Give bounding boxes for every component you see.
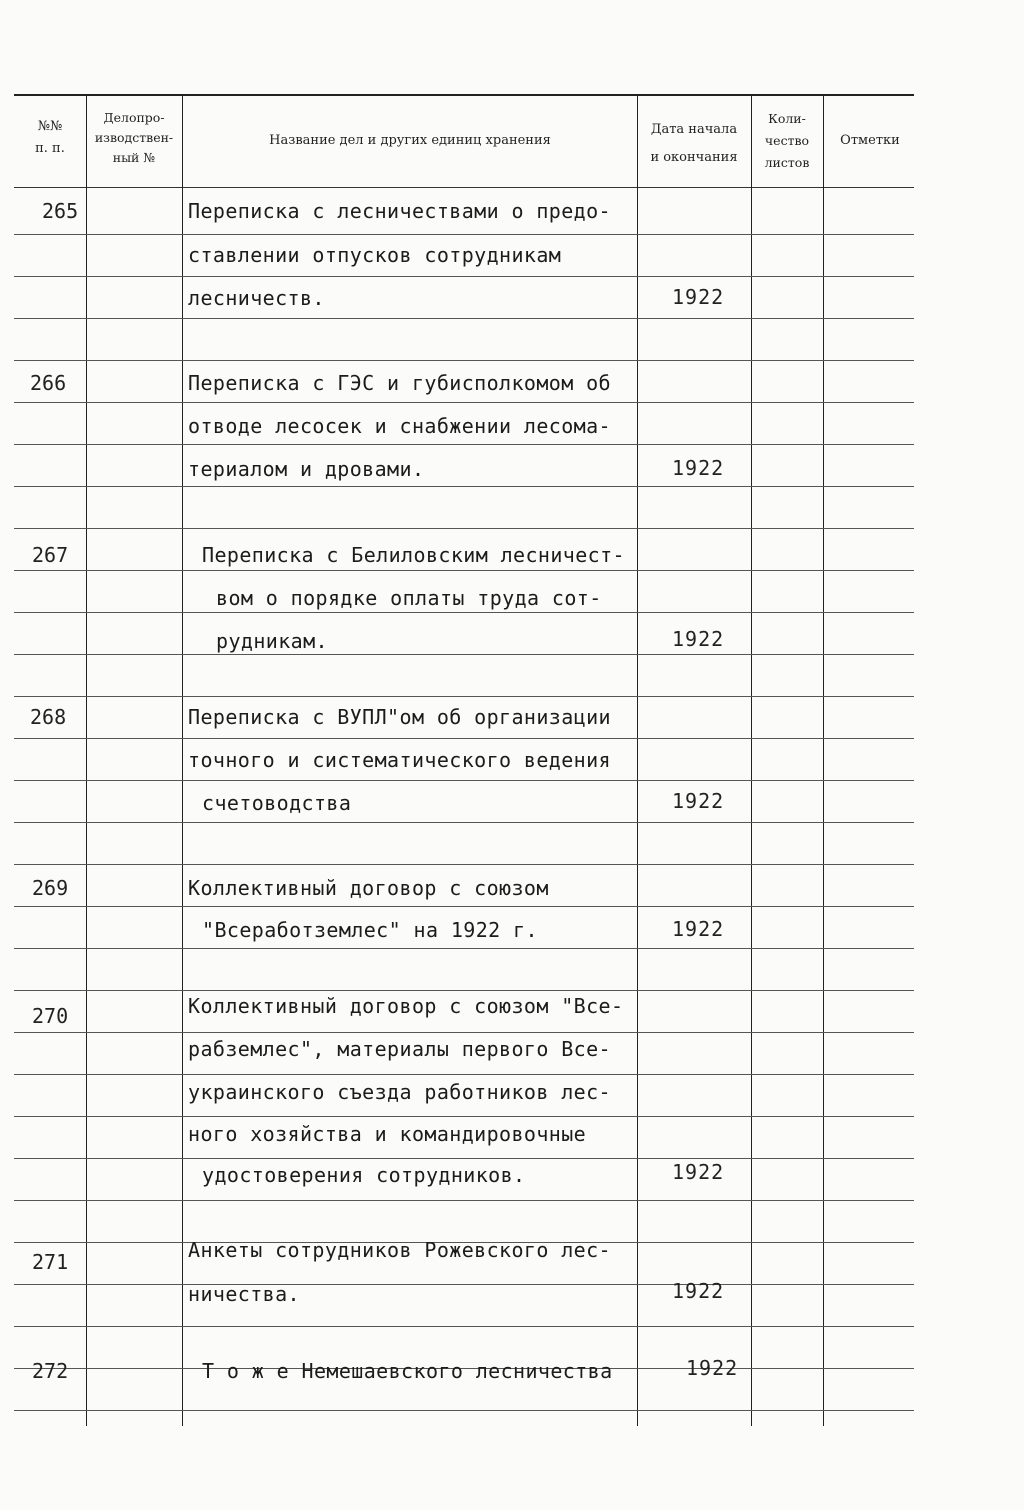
- row-rule: [14, 318, 914, 319]
- record-date: 1922: [672, 1279, 725, 1303]
- row-rule: [14, 948, 914, 949]
- header-col-notes: Отметки: [840, 133, 900, 148]
- record-title-line: Переписка с ГЭС и губисполкомом об: [188, 371, 611, 395]
- row-rule: [14, 696, 914, 697]
- row-rule: [14, 234, 914, 235]
- record-number: 265: [42, 199, 79, 223]
- record-title-line: Переписка с Белиловским лесничест-: [202, 543, 625, 567]
- table-top-border: [14, 94, 914, 96]
- record-title-line: Анкеты сотрудников Рожевского лес-: [188, 1238, 611, 1262]
- record-number: 267: [32, 543, 69, 567]
- row-rule: [14, 654, 914, 655]
- row-rule: [14, 822, 914, 823]
- column-divider-4: [751, 96, 752, 1426]
- record-title-line: ничества.: [188, 1282, 300, 1306]
- record-date: 1922: [672, 917, 725, 941]
- row-rule: [14, 864, 914, 865]
- row-rule: [14, 276, 914, 277]
- record-title-line: ного хозяйства и командировочные: [188, 1122, 587, 1146]
- record-number: 270: [32, 1004, 69, 1028]
- record-date: 1922: [672, 285, 725, 309]
- record-title-line: "Всеработземлес" на 1922 г.: [202, 918, 538, 942]
- row-rule: [14, 1074, 914, 1075]
- record-title-line: точного и систематического ведения: [188, 748, 611, 772]
- record-title-line: Переписка с ВУПЛ"ом об организации: [188, 705, 611, 729]
- row-rule: [14, 780, 914, 781]
- column-divider-1: [86, 96, 87, 1426]
- row-rule: [14, 990, 914, 991]
- record-number: 271: [32, 1250, 69, 1274]
- record-title-line: украинского съезда работников лес-: [188, 1080, 611, 1104]
- record-title-line: лесничеств.: [188, 286, 325, 310]
- record-title-line: Коллективный договор с союзом: [188, 876, 549, 900]
- record-date: 1922: [672, 456, 725, 480]
- row-rule: [14, 1032, 914, 1033]
- record-title-line: вом о порядке оплаты труда сот-: [216, 586, 602, 610]
- record-number: 268: [30, 705, 67, 729]
- record-title-line: рабземлес", материалы первого Все-: [188, 1037, 611, 1061]
- record-title-line: счетоводства: [202, 791, 352, 815]
- record-title-line: Коллективный договор с союзом "Все-: [188, 994, 624, 1018]
- row-rule: [14, 612, 914, 613]
- record-title-line: Переписка с лесничествами о предо-: [188, 199, 611, 223]
- header-col-dates: Дата начала и окончания: [650, 122, 738, 165]
- record-title-line: рудникам.: [216, 629, 328, 653]
- column-divider-3: [637, 96, 638, 1426]
- record-number: 272: [32, 1359, 69, 1383]
- row-rule: [14, 1326, 914, 1327]
- row-rule: [14, 1410, 914, 1411]
- record-number: 266: [30, 371, 67, 395]
- row-rule: [14, 1158, 914, 1159]
- row-rule: [14, 444, 914, 445]
- header-col-office: Делопро- изводствен- ный №: [94, 110, 174, 165]
- row-rule: [14, 528, 914, 529]
- row-rule: [14, 570, 914, 571]
- record-date: 1922: [672, 627, 725, 651]
- row-rule: [14, 1284, 914, 1285]
- record-date: 1922: [686, 1356, 739, 1380]
- column-divider-5: [823, 96, 824, 1426]
- row-rule: [14, 486, 914, 487]
- row-rule: [14, 738, 914, 739]
- row-rule: [14, 1116, 914, 1117]
- column-divider-2: [182, 96, 183, 1426]
- record-date: 1922: [672, 1160, 725, 1184]
- header-bottom-border: [14, 187, 914, 188]
- record-title-line: отводе лесосек и снабжении лесома-: [188, 414, 611, 438]
- row-rule: [14, 402, 914, 403]
- header-col-title: Название дел и других единиц хранения: [269, 133, 551, 148]
- header-col-sheets: Коли- чество листов: [764, 111, 810, 170]
- record-date: 1922: [672, 789, 725, 813]
- row-rule: [14, 360, 914, 361]
- row-rule: [14, 906, 914, 907]
- record-title-line: ставлении отпусков сотрудникам: [188, 243, 562, 267]
- record-number: 269: [32, 876, 69, 900]
- record-title-line: Т о ж е Немешаевского лесничества: [202, 1359, 613, 1383]
- record-title-line: удостоверения сотрудников.: [202, 1163, 526, 1187]
- header-col-num: №№ п. п.: [35, 119, 65, 156]
- row-rule: [14, 1200, 914, 1201]
- record-title-line: териалом и дровами.: [188, 457, 425, 481]
